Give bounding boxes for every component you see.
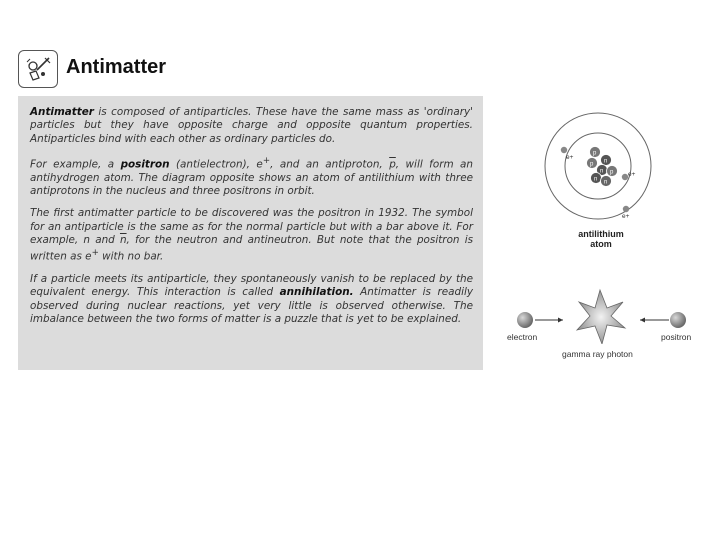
positron-label: positron	[661, 332, 692, 342]
paragraph-2-mid1: (antielectron), e	[169, 158, 263, 171]
paragraph-antimatter-definition	[30, 106, 473, 146]
page-title: Antimatter	[66, 56, 167, 78]
paragraph-4-lead: If a particle meets its antiparticle, they spontaneously vanish to be replaced by the equivalent energy. This interaction is called	[30, 272, 473, 299]
paragraph-discovery	[30, 207, 473, 264]
paragraph-3-and: and	[90, 233, 120, 246]
positron-particle	[561, 147, 567, 153]
neutron-symbol: n	[83, 233, 90, 246]
positron-arrowhead	[640, 318, 645, 323]
paragraph-3-lead: The first antimatter particle to be discovered was the positron in 1932. The symbol for an antiparticle is the same as for the normal particle but with a bar above it. For example,	[30, 207, 473, 246]
antineutron-symbol: $\overline{n}$	[119, 233, 127, 246]
paragraph-2-tail: , will form an antihydrogen atom. The diagram opposite shows an atom of antilithium with three antiprotons in the nucleus and three positrons in orbit.	[30, 158, 473, 197]
paragraph-positron-example	[30, 155, 473, 198]
paragraph-3-tail: with no bar.	[98, 250, 164, 263]
term-antimatter: Antimatter	[30, 106, 94, 118]
paragraph-annihilation	[30, 273, 473, 326]
positron-particle	[623, 206, 629, 212]
nucleon-label: n	[604, 179, 608, 186]
nucleon-label: n	[600, 168, 604, 175]
paragraph-2-lead: For example, a	[30, 158, 121, 171]
paragraph-2-mid2: , and an antiproton,	[270, 158, 390, 171]
atom-caption-line-1: antilithium	[578, 229, 624, 239]
antiproton-symbol: $\overline{p}$	[389, 158, 396, 171]
nucleon-label: p	[590, 161, 594, 168]
positron-label: e+	[566, 154, 574, 161]
gamma-ray-star	[577, 290, 625, 344]
paragraph-4-tail: Antimatter is readily observed during nuclear reactions, yet very little is observed otherwise. The imbalance between the two forms of matter is a puzzle that is yet to be explained.	[30, 286, 474, 325]
nucleon-label: p	[593, 150, 597, 157]
atom-caption-line-2: atom	[590, 239, 612, 249]
positron-superscript: +	[91, 248, 99, 259]
electron-label: electron	[507, 332, 538, 342]
term-annihilation: annihilation.	[279, 286, 354, 299]
atom-caption	[566, 229, 636, 249]
scientist-icon	[18, 50, 58, 88]
text-panel	[18, 96, 483, 370]
positron-label: e+	[622, 213, 630, 220]
electron-ball	[517, 312, 533, 328]
positron-ball	[670, 312, 686, 328]
electron-arrowhead	[558, 318, 563, 323]
term-positron: positron	[120, 158, 170, 171]
nucleus	[587, 147, 618, 187]
gamma-ray-photon-label: gamma ray photon	[562, 349, 633, 359]
positron-label: e+	[628, 171, 636, 178]
nucleon-label: n	[594, 176, 598, 183]
antilithium-atom-diagram	[540, 110, 660, 226]
nucleon-label: n	[604, 158, 608, 165]
paragraph-3-mid: , for the neutron and antineutron. But note that the positron is written as e	[30, 233, 474, 263]
nucleon-label: p	[610, 169, 614, 176]
positron-superscript: +	[262, 155, 271, 166]
paragraph-1-text: is composed of antiparticles. These have the same mass as 'ordinary' particles but they have opposite charge and opposite quantum properties. Antiparticles bind with each other as ordinary particles do.	[30, 106, 473, 145]
